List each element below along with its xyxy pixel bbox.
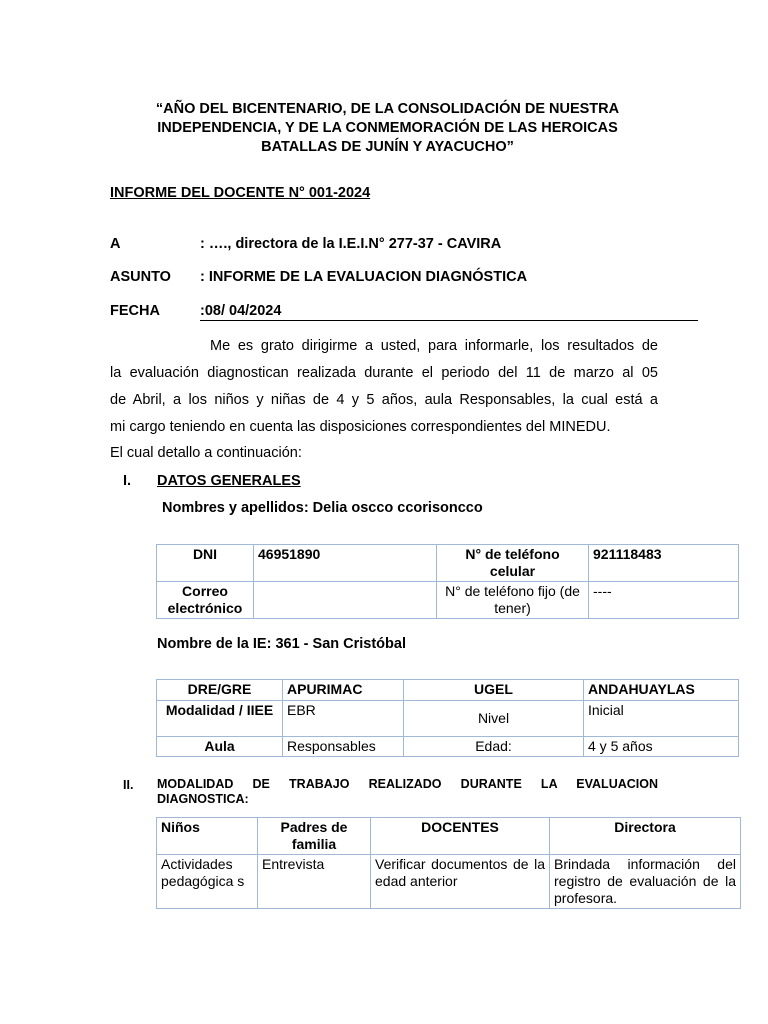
a-label: A <box>110 236 121 252</box>
asunto-label: ASUNTO <box>110 269 171 285</box>
body-paragraph <box>110 333 658 441</box>
informe-title: INFORME DEL DOCENTE N° 001-2024 <box>110 185 371 201</box>
header-docentes: DOCENTES <box>371 818 550 855</box>
correo-value <box>254 582 437 619</box>
body-line-1: Me es grato dirigirme a usted, para informarle, los resultados de <box>210 338 658 354</box>
body-line-2: la evaluación diagnostican realizada durante el periodo del 11 de marzo al 05 <box>110 365 658 381</box>
datos-personales-table <box>156 544 739 619</box>
telefono-fijo-label: N° de teléfono fijo (de tener) <box>437 582 589 619</box>
fecha-label: FECHA <box>110 303 160 319</box>
header-directora: Directora <box>550 818 741 855</box>
nombres-apellidos: Nombres y apellidos: Delia oscco ccorisoncco <box>162 500 483 516</box>
nivel-value: Inicial <box>584 701 739 737</box>
cell-docentes: Verificar documentos de la edad anterior <box>371 855 550 909</box>
ie-name: Nombre de la IE: 361 - San Cristóbal <box>157 636 406 652</box>
motto-line-1: “AÑO DEL BICENTENARIO, DE LA CONSOLIDACIÓN DE NUESTRA <box>155 101 620 117</box>
celular-value: 921118483 <box>589 545 739 582</box>
section-2-title-line-2: DIAGNOSTICA: <box>157 792 249 806</box>
body-line-4: mi cargo teniendo en cuenta las disposiciones correspondientes del MINEDU. <box>110 419 611 435</box>
dre-label: DRE/GRE <box>157 680 283 701</box>
section-2-title <box>157 777 658 807</box>
year-motto <box>110 100 665 157</box>
cell-ninos: Actividades pedagógica s <box>157 855 258 909</box>
aula-label: Aula <box>157 737 283 757</box>
dni-label: DNI <box>157 545 254 582</box>
section-2-number: II. <box>123 778 134 792</box>
asunto-value: : INFORME DE LA EVALUACION DIAGNÓSTICA <box>200 269 528 285</box>
modalidad-trabajo-table <box>156 817 741 909</box>
cell-directora: Brindada información del registro de evaluación de la profesora. <box>550 855 741 909</box>
fecha-underline <box>200 320 698 321</box>
ugel-label: UGEL <box>404 680 584 701</box>
ugel-value: ANDAHUAYLAS <box>584 680 739 701</box>
dre-value: APURIMAC <box>283 680 404 701</box>
edad-label: Edad: <box>404 737 584 757</box>
aula-value: Responsables <box>283 737 404 757</box>
body-line-3: de Abril, a los niños y niñas de 4 y 5 años, aula Responsables, la cual está a <box>110 392 658 408</box>
dni-value: 46951890 <box>254 545 437 582</box>
section-1-title: DATOS GENERALES <box>157 473 301 489</box>
modalidad-label: Modalidad / IIEE <box>157 701 283 737</box>
motto-line-2: INDEPENDENCIA, Y DE LA CONMEMORACIÓN DE LAS HEROICAS <box>157 120 618 136</box>
header-padres: Padres de familia <box>258 818 371 855</box>
motto-line-3: BATALLAS DE JUNÍN Y AYACUCHO” <box>261 139 514 155</box>
celular-label: N° de teléfono celular <box>437 545 589 582</box>
section-2-title-line-1: MODALIDAD DE TRABAJO REALIZADO DURANTE LA EVALUACION <box>157 777 658 791</box>
datos-ie-table <box>156 679 739 757</box>
nivel-label: Nivel <box>404 701 584 737</box>
a-value: : …., directora de la I.E.I.N° 277-37 - CAVIRA <box>200 236 502 252</box>
edad-value: 4 y 5 años <box>584 737 739 757</box>
modalidad-value: EBR <box>283 701 404 737</box>
detalle-text: El cual detallo a continuación: <box>110 445 302 461</box>
cell-padres: Entrevista <box>258 855 371 909</box>
header-ninos: Niños <box>157 818 258 855</box>
fecha-value: :08/ 04/2024 <box>200 303 282 319</box>
section-1-number: I. <box>123 473 132 489</box>
correo-label: Correo electrónico <box>157 582 254 619</box>
telefono-fijo-value: ---- <box>589 582 739 619</box>
